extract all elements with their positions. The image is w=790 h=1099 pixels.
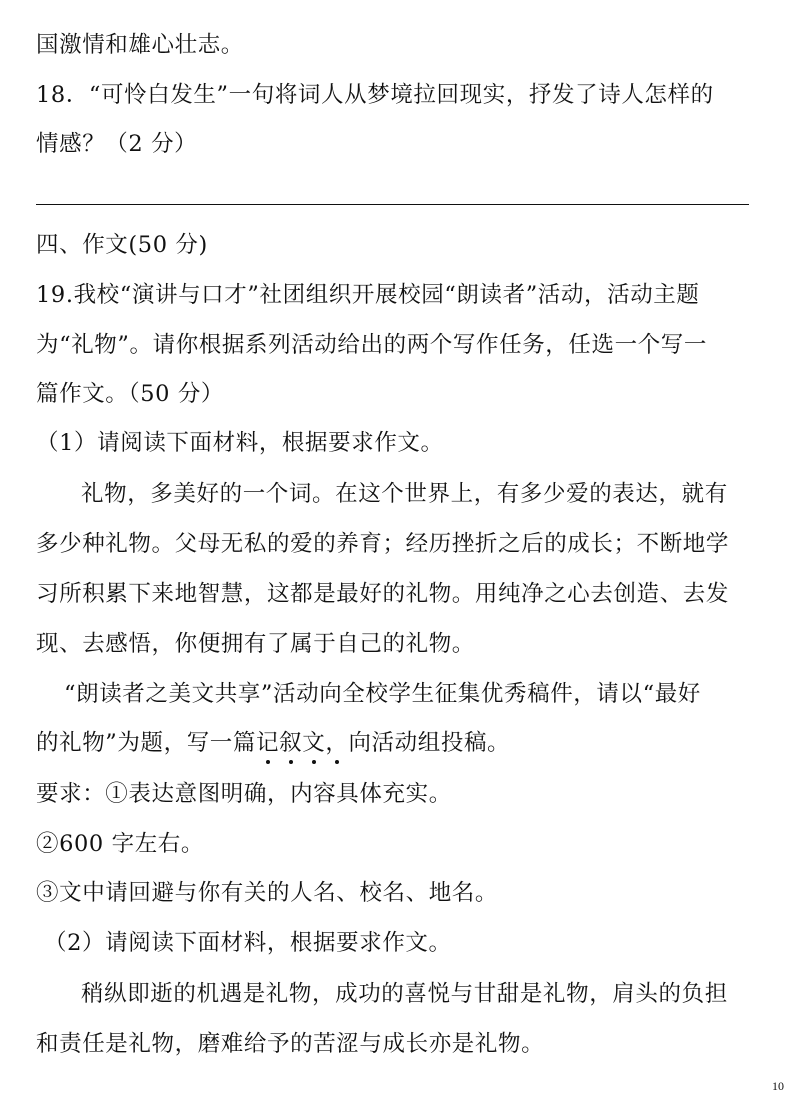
task-1-material-line-4: 现、去感悟，你便拥有了属于自己的礼物。 [36,631,475,657]
question-19-line-2: 为“礼物”。请你根据系列活动给出的两个写作任务，任选一个写一 [36,332,708,358]
page-number: 10 [772,1079,784,1093]
requirements-3: ③文中请回避与你有关的人名、校名、地名。 [36,880,499,906]
question-19: 19.我校“演讲与口才”社团组织开展校园“朗读者”活动，活动主题 [36,282,700,308]
task-1-material-line-3: 习所积累下来地智慧，这都是最好的礼物。用纯净之心去创造、去发 [36,581,730,607]
task-1-heading: （1）请阅读下面材料，根据要求作文。 [36,430,444,456]
requirements-1: 要求：①表达意图明确，内容具体充实。 [36,781,452,807]
text-line-prev-answer-end: 国激情和雄心壮志。 [36,32,244,58]
emphasis-char: ， [325,730,349,756]
question-18-continued: 情感？（2 分） [36,131,198,157]
question-19-line-3: 篇作文。（50 分） [36,381,225,407]
question-18: 18．“可怜白发生”一句将词人从梦境拉回现实，抒发了诗人怎样的 [36,82,714,108]
task-1-prompt-line-2 [36,728,510,758]
emphasis-char: 记 [256,730,280,756]
task-2-material-line-2: 和责任是礼物，磨难给予的苦涩与成长亦是礼物。 [36,1031,545,1057]
task-1-material-line-1: 礼物，多美好的一个词。在这个世界上，有多少爱的表达，就有 [81,481,728,507]
answer-blank-line [36,204,749,205]
task-1-prompt-line-1: “朗读者之美文共享”活动向全校学生征集优秀稿件，请以“最好 [64,681,701,707]
emphasis-char: 文 [302,730,326,756]
task-2-material-line-1: 稍纵即逝的机遇是礼物，成功的喜悦与甘甜是礼物，肩头的负担 [81,981,728,1007]
prompt-text-before-emphasis: 的礼物”为题，写一篇 [36,730,257,756]
requirements-2: ②600 字左右。 [36,831,204,857]
task-2-heading: （2）请阅读下面材料，根据要求作文。 [44,930,452,956]
task-1-material-line-2: 多少种礼物。父母无私的爱的养育；经历挫折之后的成长；不断地学 [36,531,730,557]
emphasis-char: 叙 [279,730,303,756]
prompt-text-after-emphasis: 向活动组投稿。 [348,730,511,756]
section-heading-composition: 四、作文(50 分) [36,232,208,258]
